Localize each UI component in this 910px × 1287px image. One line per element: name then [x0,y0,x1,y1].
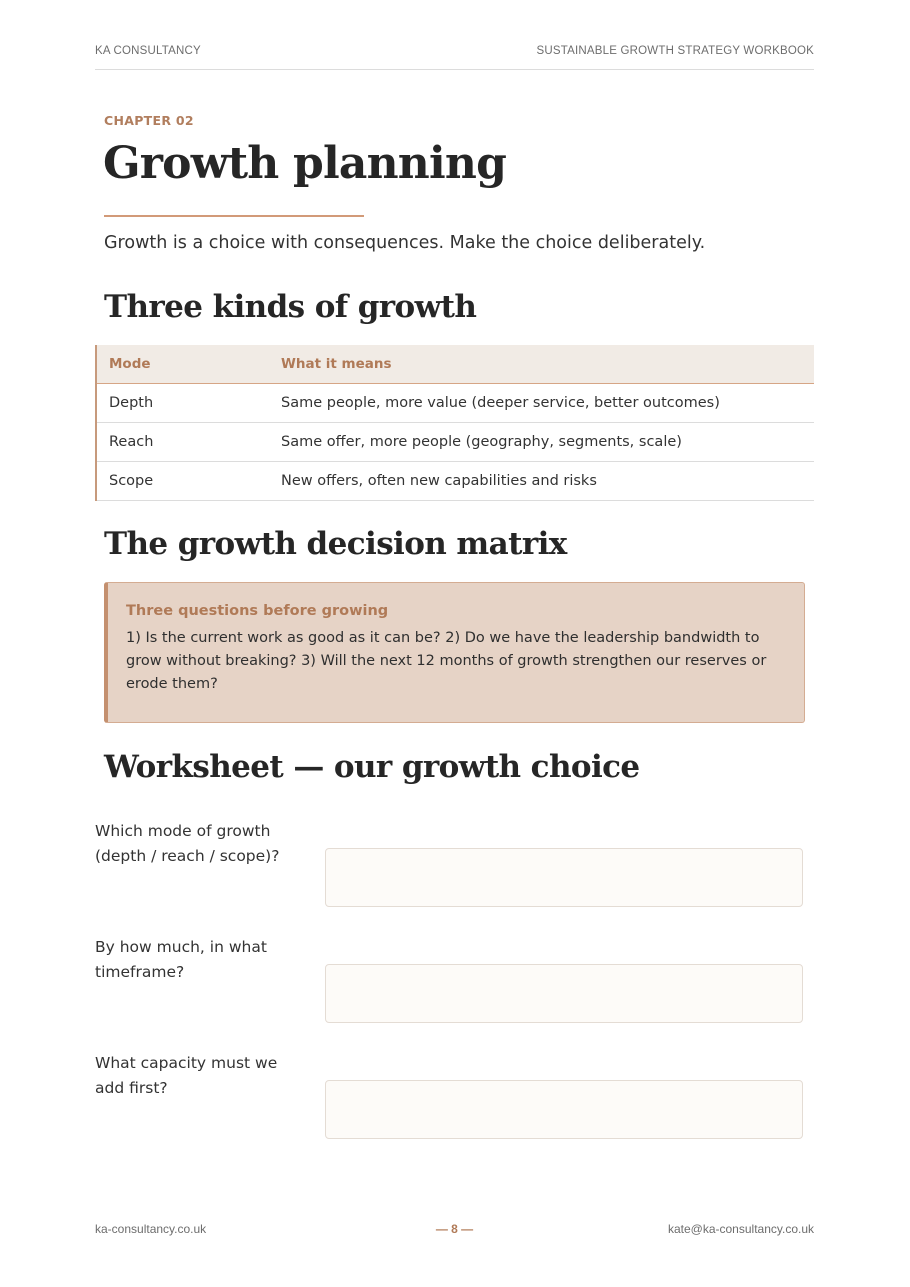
worksheet-label-capacity: What capacity must we add first? [95,1054,278,1097]
chapter-label: CHAPTER 02 [104,113,194,128]
table-cell-meaning: Same people, more value (deeper service, better outcomes) [269,383,814,422]
page-footer [95,1222,814,1240]
header-brand: KA CONSULTANCY [95,45,201,57]
footer-email-link[interactable]: kate@ka-consultancy.co.uk [667,1222,814,1236]
header-document-title: SUSTAINABLE GROWTH STRATEGY WORKBOOK [536,45,814,57]
worksheet-label-mode: Which mode of growth (depth / reach / scope)? [95,822,280,865]
table-row [96,383,814,422]
table-cell-mode: Depth [96,383,269,422]
callout-title: Three questions before growing [126,603,389,619]
page-title: Growth planning [103,138,507,189]
page-number: — 8 — [435,1222,474,1236]
table-cell-mode: Reach [96,422,269,461]
growth-kinds-table [95,345,814,501]
growth-amount-field[interactable] [325,964,803,1023]
worksheet-row-capacity [95,1051,803,1141]
section-heading-kinds: Three kinds of growth [104,289,477,325]
worksheet-row-mode [95,819,803,909]
page-header [95,44,814,70]
capacity-field[interactable] [325,1080,803,1139]
section-heading-matrix: The growth decision matrix [104,526,567,562]
growth-mode-field[interactable] [325,848,803,907]
column-header-mode: Mode [96,345,269,383]
table-row [96,461,814,500]
callout-body: 1) Is the current work as good as it can be? 2) Do we have the leadership bandwidth to grow without breaking? 3) Will the next 12 months of growth strengthen our reserves or erode them? [126,630,767,692]
table-row [96,422,814,461]
section-heading-worksheet: Worksheet — our growth choice [104,749,640,785]
worksheet-row-amount [95,935,803,1025]
table-cell-meaning: Same offer, more people (geography, segments, scale) [269,422,814,461]
callout-box [104,582,805,723]
column-header-meaning: What it means [269,345,814,383]
footer-website-link[interactable]: ka-consultancy.co.uk [95,1222,207,1236]
title-divider [104,215,364,217]
worksheet-label-amount: By how much, in what timeframe? [95,938,267,981]
table-cell-mode: Scope [96,461,269,500]
table-cell-meaning: New offers, often new capabilities and risks [269,461,814,500]
table-header-row [96,345,814,383]
chapter-lede: Growth is a choice with consequences. Make the choice deliberately. [104,233,706,253]
